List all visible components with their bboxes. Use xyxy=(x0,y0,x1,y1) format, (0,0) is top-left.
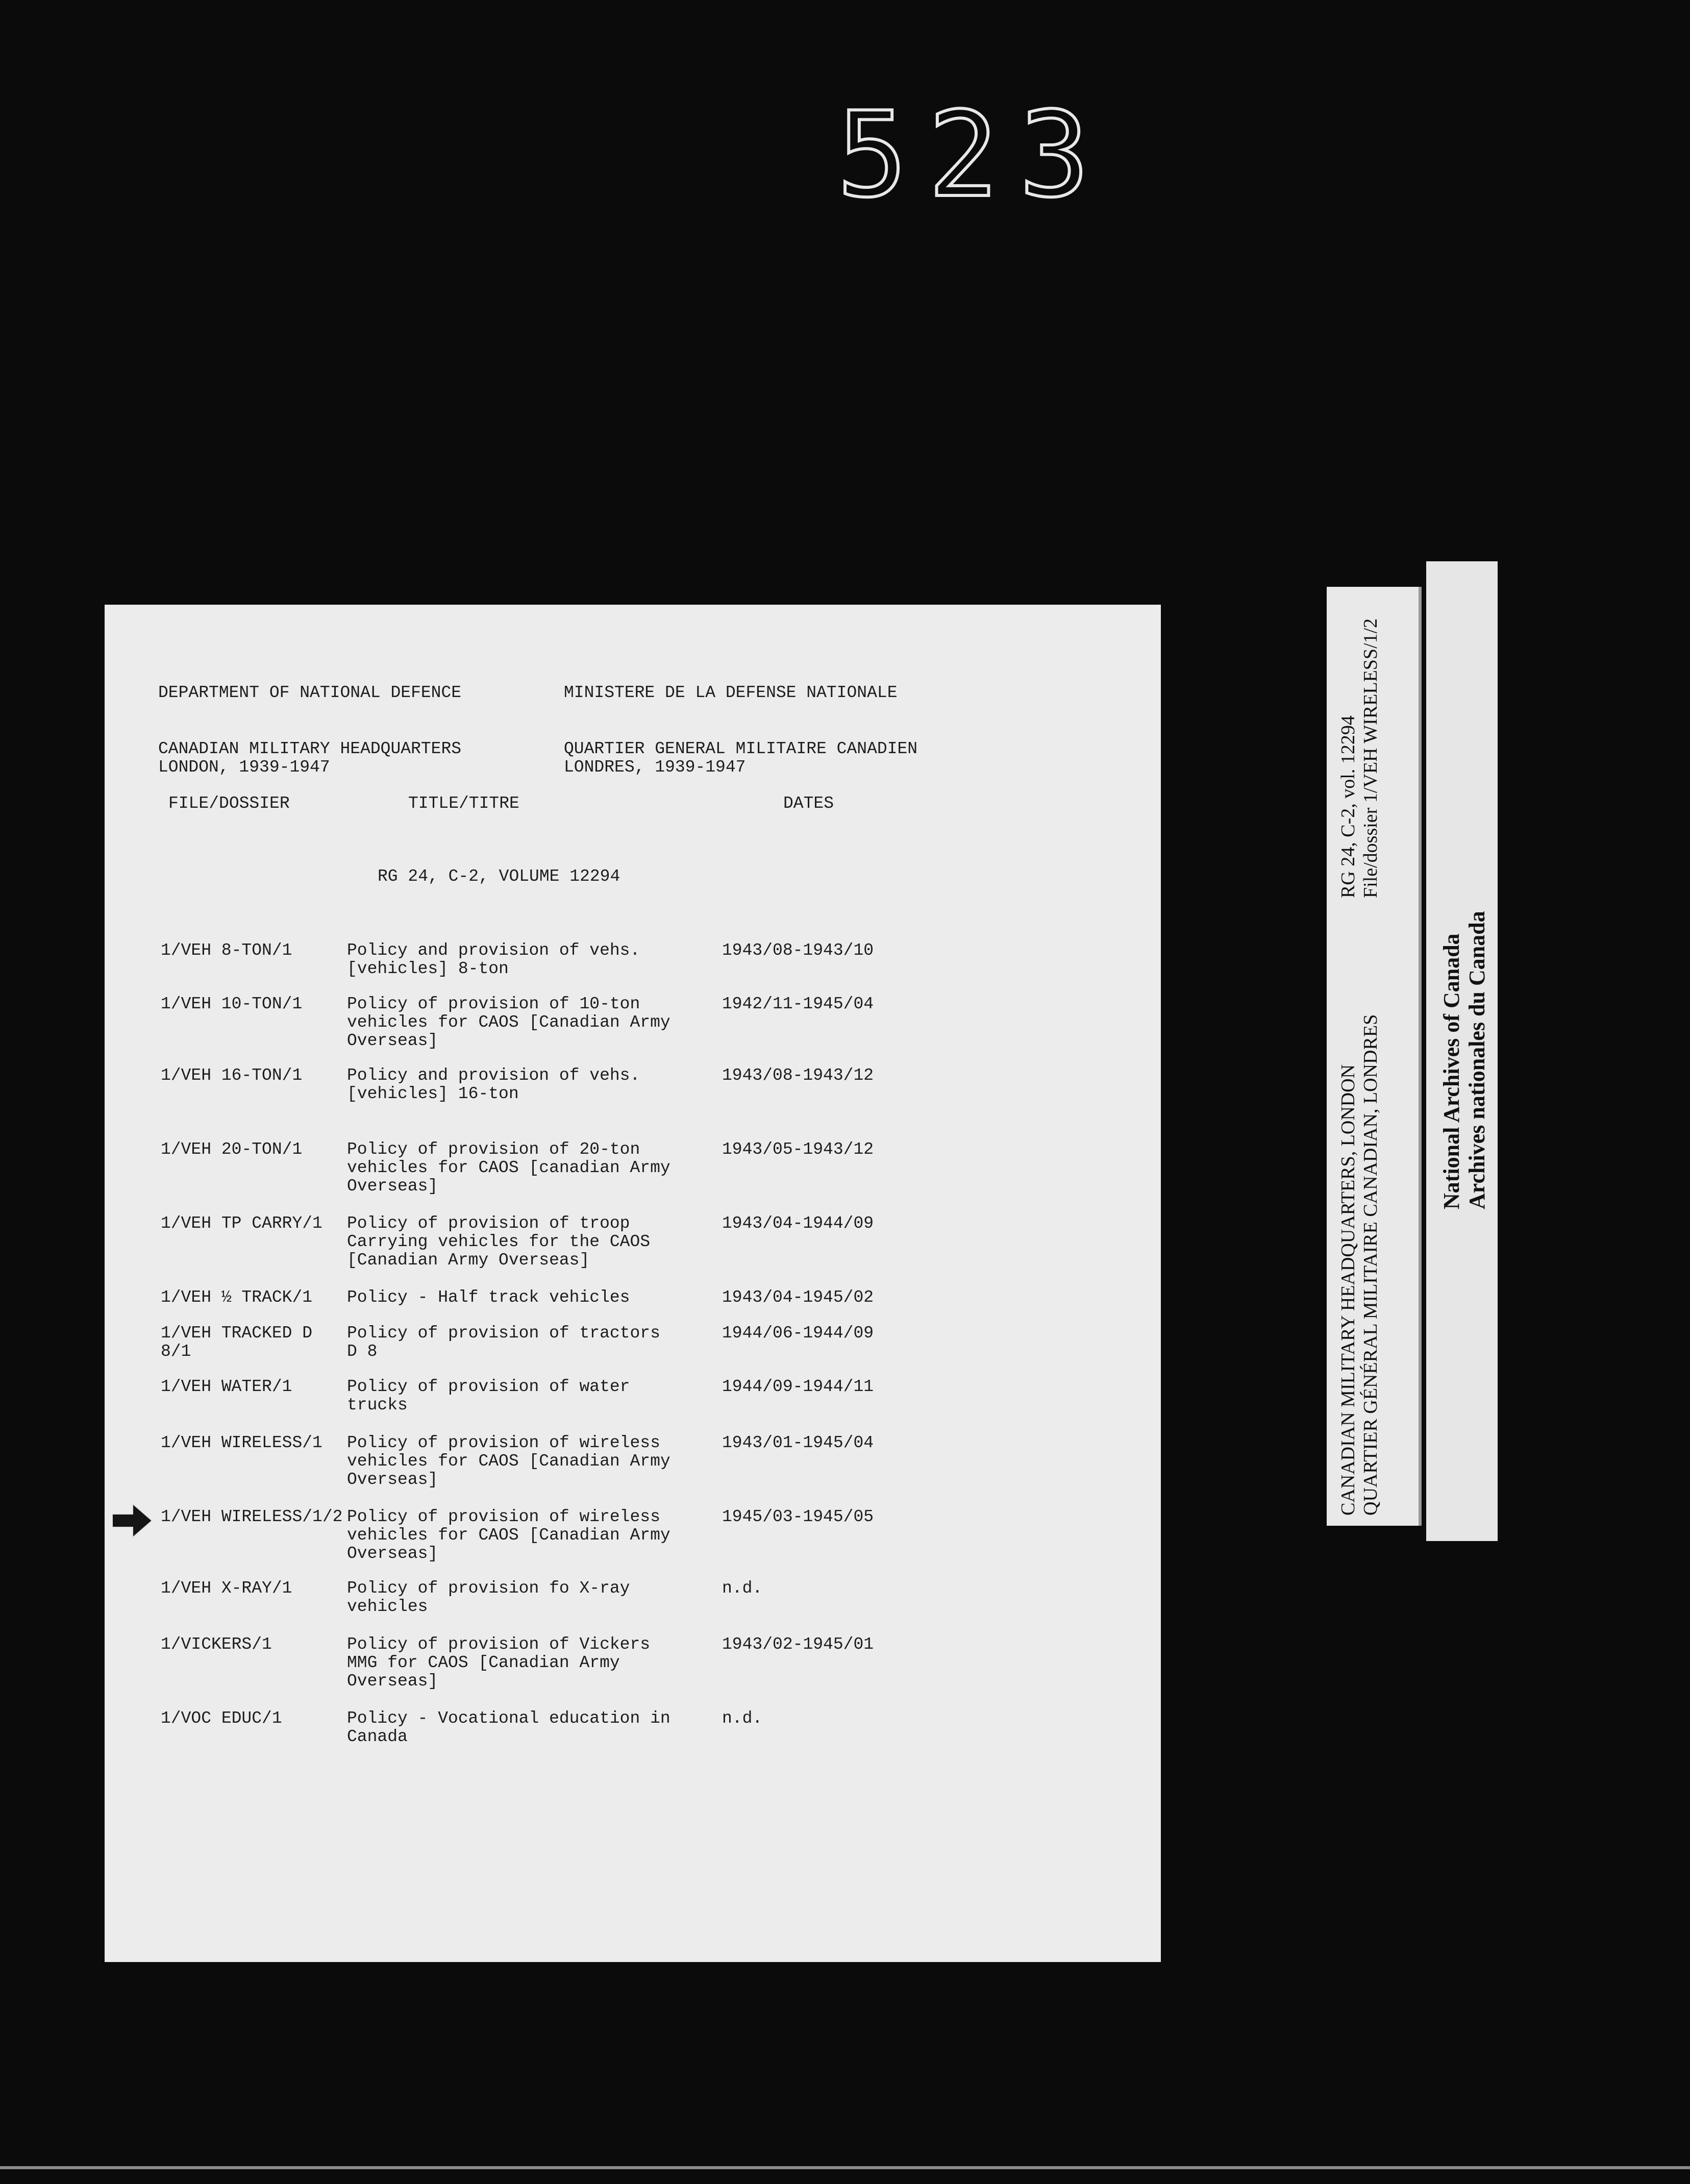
file-dates: 1944/09-1944/11 xyxy=(722,1377,874,1396)
column-header-title: TITLE/TITRE xyxy=(408,794,519,813)
file-id: 1/VEH WIRELESS/1 xyxy=(161,1433,322,1452)
file-dates: 1943/08-1943/10 xyxy=(722,941,874,960)
file-dates: 1943/02-1945/01 xyxy=(722,1635,874,1654)
hq-en-1: CANADIAN MILITARY HEADQUARTERS xyxy=(158,739,462,758)
file-title: Policy of provision fo X-ray vehicles xyxy=(347,1579,630,1616)
archive-label-fr: Archives nationales du Canada xyxy=(1464,911,1489,1209)
dept-en: DEPARTMENT OF NATIONAL DEFENCE xyxy=(158,683,462,702)
file-title: Policy of provision of wireless vehicles for CAOS [Canadian Army Overseas] xyxy=(347,1433,670,1489)
archive-label-en: National Archives of Canada xyxy=(1439,933,1464,1209)
file-title: Policy of provision of Vickers MMG for CAOS [Canadian Army Overseas] xyxy=(347,1635,651,1691)
file-dates: 1943/04-1945/02 xyxy=(722,1288,874,1307)
file-title: Policy of provision of wireless vehicles for CAOS [Canadian Army Overseas] xyxy=(347,1507,670,1563)
frame-number: 523 xyxy=(837,87,1110,224)
file-id: 1/VOC EDUC/1 xyxy=(161,1709,282,1728)
microfilm-label xyxy=(1327,587,1419,1526)
file-id: 1/VEH TP CARRY/1 xyxy=(161,1214,322,1233)
hq-fr-1: QUARTIER GENERAL MILITAIRE CANADIEN xyxy=(564,739,918,758)
file-title: Policy of provision of tractors D 8 xyxy=(347,1324,660,1361)
document-page xyxy=(105,605,1161,1962)
file-dates: 1943/01-1945/04 xyxy=(722,1433,874,1452)
file-title: Policy of provision of 20-ton vehicles for CAOS [canadian Army Overseas] xyxy=(347,1140,670,1196)
file-title: Policy - Vocational education in Canada xyxy=(347,1709,670,1746)
label-line-2: QUARTIER GÉNÉRAL MILITAIRE CANADIAN, LONDRES xyxy=(1360,1014,1381,1516)
file-title: Policy and provision of vehs. [vehicles] 8-ton xyxy=(347,941,640,978)
file-dates: n.d. xyxy=(722,1709,763,1728)
file-title: Policy of provision of 10-ton vehicles for CAOS [Canadian Army Overseas] xyxy=(347,995,670,1050)
file-id: 1/VEH 10-TON/1 xyxy=(161,995,303,1013)
volume-heading: RG 24, C-2, VOLUME 12294 xyxy=(378,867,620,886)
file-id: 1/VEH ½ TRACK/1 xyxy=(161,1288,313,1307)
file-dates: 1942/11-1945/04 xyxy=(722,995,874,1013)
file-dates: n.d. xyxy=(722,1579,763,1598)
file-title: Policy of provision of water trucks xyxy=(347,1377,630,1414)
file-dates: 1944/06-1944/09 xyxy=(722,1324,874,1343)
hq-en-2: LONDON, 1939-1947 xyxy=(158,758,330,777)
label-line-4: File/dossier 1/VEH WIRELESS/1/2 xyxy=(1360,618,1381,898)
column-header-file: FILE/DOSSIER xyxy=(168,794,290,813)
file-id: 1/VEH 8-TON/1 xyxy=(161,941,292,960)
hq-fr-2: LONDRES, 1939-1947 xyxy=(564,758,746,777)
file-title: Policy of provision of troop Carrying vehicles for the CAOS [Canadian Army Overseas] xyxy=(347,1214,651,1270)
film-edge xyxy=(0,2166,1690,2169)
column-header-dates: DATES xyxy=(783,794,834,813)
file-id: 1/VEH TRACKED D 8/1 xyxy=(161,1324,313,1361)
file-id: 1/VEH 16-TON/1 xyxy=(161,1066,303,1085)
file-title: Policy - Half track vehicles xyxy=(347,1288,630,1307)
arrow-right-icon xyxy=(112,1503,153,1538)
file-id: 1/VEH WATER/1 xyxy=(161,1377,292,1396)
file-id: 1/VICKERS/1 xyxy=(161,1635,272,1654)
dept-fr: MINISTERE DE LA DEFENSE NATIONALE xyxy=(564,683,898,702)
file-id: 1/VEH X-RAY/1 xyxy=(161,1579,292,1598)
file-dates: 1943/05-1943/12 xyxy=(722,1140,874,1159)
label-line-3: RG 24, C-2, vol. 12294 xyxy=(1337,715,1359,898)
file-title: Policy and provision of vehs. [vehicles] 16-ton xyxy=(347,1066,640,1103)
archive-label xyxy=(1426,561,1498,1541)
file-dates: 1943/04-1944/09 xyxy=(722,1214,874,1233)
file-id: 1/VEH WIRELESS/1/2 xyxy=(161,1507,343,1526)
file-id: 1/VEH 20-TON/1 xyxy=(161,1140,303,1159)
file-dates: 1945/03-1945/05 xyxy=(722,1507,874,1526)
label-line-1: CANADIAN MILITARY HEADQUARTERS, LONDON xyxy=(1337,1064,1359,1516)
file-dates: 1943/08-1943/12 xyxy=(722,1066,874,1085)
